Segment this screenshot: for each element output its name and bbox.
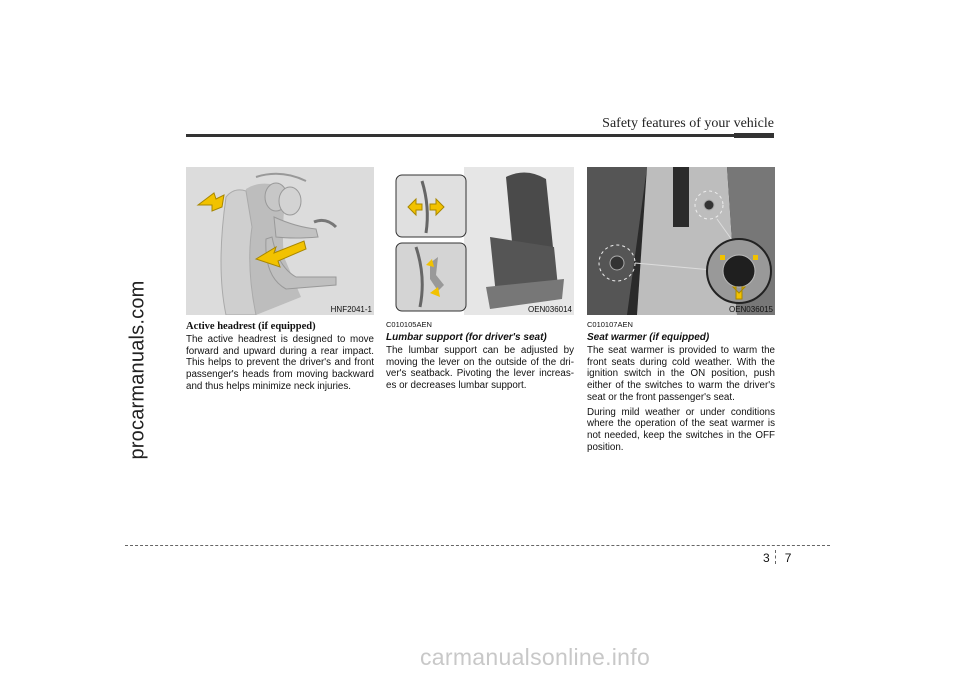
column-seat-warmer [587,167,775,453]
figure-label: OEN036015 [728,305,773,314]
footer-rule [125,545,830,546]
seat-warmer-illustration [587,167,775,315]
body-paragraph: During mild weather or under conditions where the operation of the seat warmer is not needed, keep the switches in the OFF position. [587,406,775,453]
header-rule [186,134,774,137]
headrest-illustration [186,167,374,315]
page-number-value: 7 [784,551,792,565]
figure-label: OEN036014 [527,305,572,314]
section-number: 3 [763,551,770,565]
section-code: C010107AEN [587,320,633,329]
body-paragraph: The seat warmer is provided to warm the front seats during cold weather. With the ignition switch in the ON position, push either of the switches to warm the driver's seat or the front passenger's seat. [587,345,775,403]
header-title: Safety features of your vehicle [602,116,774,131]
section-code: C010105AEN [386,320,432,329]
figure-active-headrest [186,167,374,315]
page-separator [775,550,782,564]
figure-label: HNF2041-1 [330,305,372,314]
page-number [763,550,791,565]
column-lumbar-support [386,167,574,392]
body-paragraph: The active headrest is designed to move forward and upward during a rear impact. This helps to prevent the driver's and front passenger's heads from moving backward and thus helps minimize neck injuries. [186,334,374,392]
section-heading: Active headrest (if equipped) [186,321,316,332]
section-heading: Seat warmer (if equipped) [587,332,710,343]
side-url[interactable]: procarmanuals.com [126,280,149,460]
watermark[interactable]: carmanualsonline.info [420,644,651,670]
section-heading: Lumbar support (for driver's seat) [386,332,547,343]
figure-seat-warmer [587,167,775,315]
lumbar-illustration [386,167,574,315]
body-paragraph: The lumbar support can be adjusted by moving the lever on the outside of the dri-ver's seatback. Pivoting the lever increas-es or decreases lumbar support. [386,345,574,392]
figure-lumbar-support [386,167,574,315]
column-active-headrest [186,167,374,393]
